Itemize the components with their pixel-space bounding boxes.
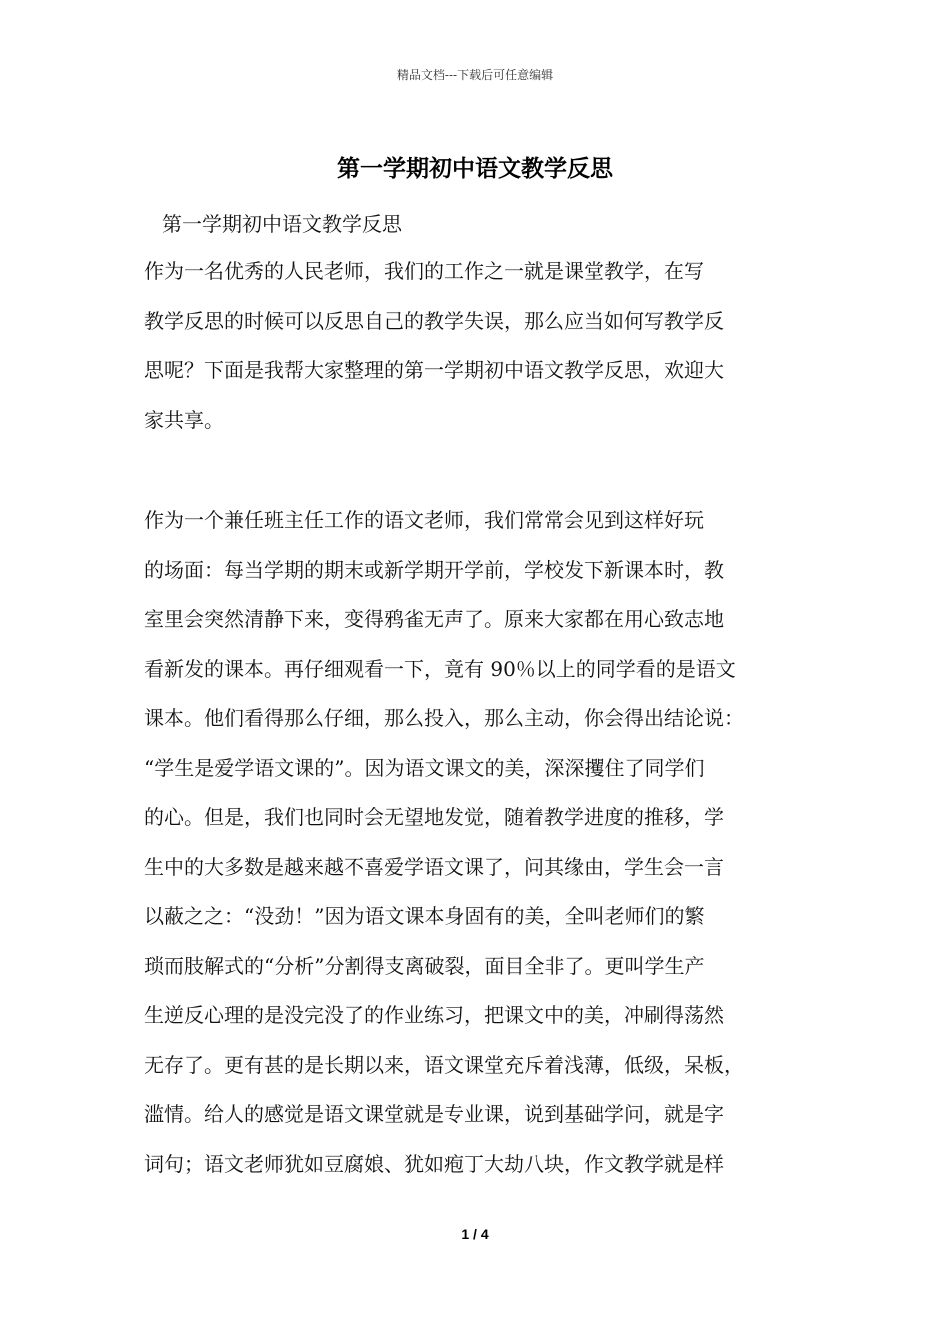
page-header: 精品文档---下载后可任意编辑 — [396, 68, 554, 82]
paragraph-line: 无存了。更有甚的是长期以来，语文课堂充斥着浅薄，低级，呆板， — [144, 1052, 744, 1077]
intro-paragraph — [144, 247, 814, 445]
paragraph-line: 作为一名优秀的人民老师，我们的工作之一就是课堂教学，在写 — [144, 259, 704, 283]
paragraph-line: 的心。但是，我们也同时会无望地发觉，随着教学进度的推移，学 — [144, 805, 724, 829]
paragraph-line: 琐而肢解式的“分析”分割得支离破裂，面目全非了。更叫学生产 — [144, 953, 705, 978]
paragraph-line: 看新发的课本。再仔细观看一下，竟有 90％以上的同学看的是语文 — [144, 656, 736, 681]
paragraph-line: 室里会突然清静下来，变得鸦雀无声了。原来大家都在用心致志地 — [144, 607, 724, 631]
paragraph-line: 的场面：每当学期的期末或新学期开学前，学校发下新课本时，教 — [144, 557, 724, 582]
paragraph-line: 词句；语文老师犹如豆腐娘、犹如疱丁大劫八块，作文教学就是样 — [144, 1151, 724, 1176]
paragraph-line: 家共享。 — [144, 407, 224, 432]
document-title: 第一学期初中语文教学反思 — [337, 155, 613, 182]
body-paragraph — [144, 496, 814, 1189]
paragraph-line: 思呢？下面是我帮大家整理的第一学期初中语文教学反思，欢迎大 — [144, 358, 724, 382]
document-subtitle: 第一学期初中语文教学反思 — [162, 212, 402, 236]
paragraph-line: 滥情。给人的感觉是语文课堂就是专业课，说到基础学问，就是字 — [144, 1102, 724, 1126]
paragraph-line: “学生是爱学语文课的”。因为语文课文的美，深深攫住了同学们 — [144, 755, 705, 780]
paragraph-line: 以蔽之之：“没劲！”因为语文课本身固有的美，全叫老师们的繁 — [144, 904, 705, 928]
paragraph-line: 作为一个兼任班主任工作的语文老师，我们常常会见到这样好玩 — [144, 508, 704, 532]
paragraph-line: 课本。他们看得那么仔细，那么投入，那么主动，你会得出结论说： — [144, 706, 744, 730]
paragraph-line: 教学反思的时候可以反思自己的教学失误，那么应当如何写教学反 — [144, 308, 724, 333]
paragraph-line: 生中的大多数是越来越不喜爱学语文课了，问其缘由，学生会一言 — [144, 854, 724, 879]
paragraph-line: 生逆反心理的是没完没了的作业练习，把课文中的美，冲刷得荡然 — [144, 1003, 724, 1027]
page-number: 1 / 4 — [461, 1226, 489, 1242]
